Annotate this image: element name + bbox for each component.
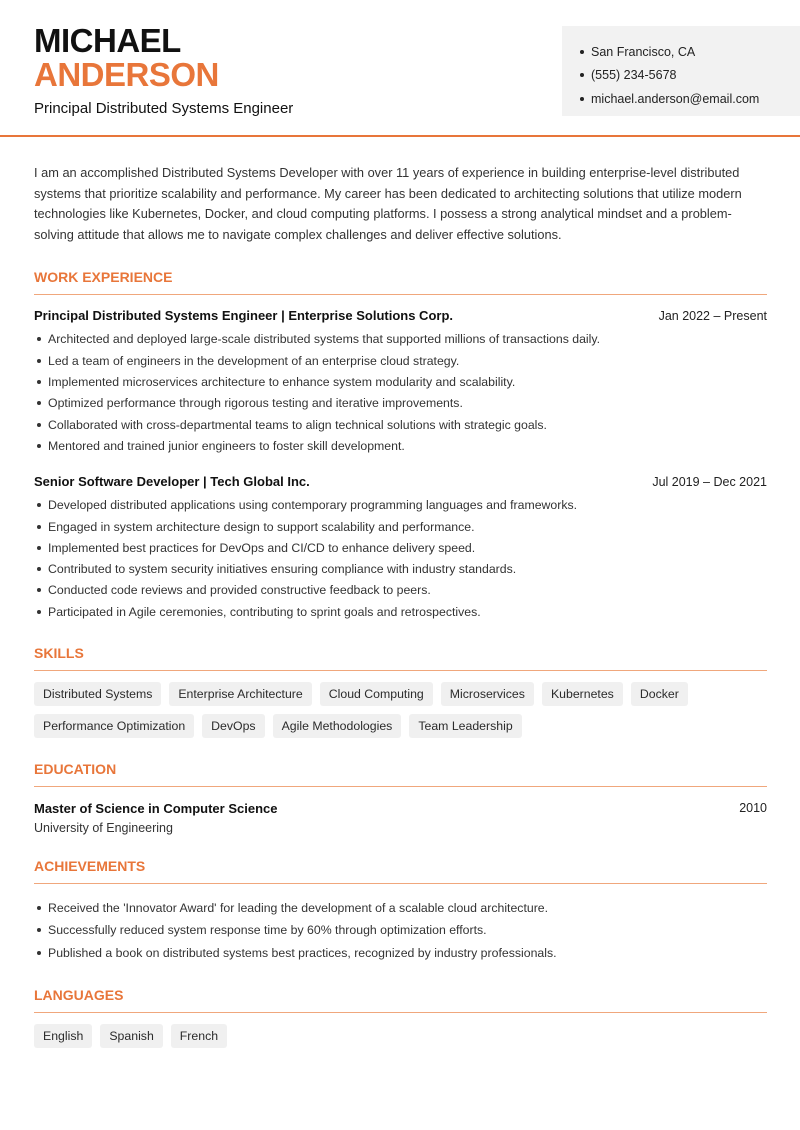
resume-header	[0, 0, 800, 137]
bullet-icon	[37, 525, 41, 529]
bullet-icon	[37, 951, 41, 955]
section-title-languages: LANGUAGES	[34, 987, 767, 1013]
job-role: Principal Distributed Systems Engineer | Enterprise Solutions Corp.	[34, 307, 454, 323]
list-item	[34, 414, 767, 435]
language-chip: English	[34, 1024, 92, 1048]
list-item	[34, 580, 767, 601]
list-item	[34, 919, 767, 942]
bullet-icon	[580, 50, 584, 54]
skill-chip: Docker	[631, 682, 688, 706]
bullet-icon	[37, 588, 41, 592]
list-item	[34, 941, 767, 964]
job-title: Principal Distributed Systems Engineer	[34, 100, 294, 117]
list-item	[34, 896, 767, 919]
bullet-icon	[580, 97, 584, 101]
bullet-icon	[37, 503, 41, 507]
list-item	[34, 435, 767, 456]
education-school: University of Engineering	[34, 821, 173, 836]
list-item	[34, 371, 767, 392]
languages-list	[34, 1024, 767, 1048]
achievement-text: Published a book on distributed systems best practices, recognized by industry professionals.	[48, 945, 557, 960]
bullet-text: Engaged in system architecture design to support scalability and performance.	[48, 519, 475, 534]
bullet-icon	[37, 401, 41, 405]
skill-chip: Performance Optimization	[34, 714, 194, 738]
achievements-list	[34, 896, 767, 964]
bullet-text: Collaborated with cross-departmental teams to align technical solutions with strategic goals.	[48, 417, 547, 432]
list-item	[34, 516, 767, 537]
bullet-text: Led a team of engineers in the development of an enterprise cloud strategy.	[48, 353, 460, 368]
job-entry	[34, 474, 767, 623]
skill-chip: Agile Methodologies	[273, 714, 402, 738]
bullet-icon	[37, 610, 41, 614]
resume-body	[34, 163, 767, 1048]
job-header	[34, 474, 767, 489]
bullet-icon	[37, 423, 41, 427]
language-chip: French	[171, 1024, 227, 1048]
contact-phone-text: (555) 234-5678	[591, 68, 677, 83]
skill-chip: DevOps	[202, 714, 264, 738]
bullet-icon	[37, 928, 41, 932]
skill-chip: Team Leadership	[409, 714, 521, 738]
skill-chip: Cloud Computing	[320, 682, 433, 706]
bullet-icon	[37, 906, 41, 910]
contact-phone	[580, 64, 800, 88]
list-item	[34, 558, 767, 579]
job-bullets	[34, 495, 767, 623]
bullet-text: Contributed to system security initiatives ensuring compliance with industry standards.	[48, 562, 517, 577]
bullet-text: Implemented best practices for DevOps and CI/CD to enhance delivery speed.	[48, 540, 476, 555]
bullet-icon	[580, 73, 584, 77]
list-item	[34, 329, 767, 350]
job-bullets	[34, 329, 767, 457]
section-title-education: EDUCATION	[34, 761, 767, 787]
bullet-icon	[37, 337, 41, 341]
bullet-icon	[37, 444, 41, 448]
language-chip: Spanish	[100, 1024, 162, 1048]
job-dates: Jul 2019 – Dec 2021	[652, 474, 767, 489]
bullet-text: Developed distributed applications using contemporary programming languages and frameworks.	[48, 498, 578, 513]
education-degree: Master of Science in Computer Science	[34, 801, 278, 817]
first-name: MICHAEL	[34, 22, 181, 59]
section-title-achievements: ACHIEVEMENTS	[34, 858, 767, 884]
bullet-icon	[37, 567, 41, 571]
list-item	[34, 495, 767, 516]
summary-paragraph: I am an accomplished Distributed Systems Developer with over 11 years of experience in building enterprise-level distributed systems that prioritize scalability and performance. My career has been dedicated to architecting solutions that utilize modern technologies like Kubernetes, Docker, and cloud computing platforms. I possess a strong analytical mindset and a problem-solving attitude that allows me to navigate complex challenges and deliver effective solutions.	[34, 165, 742, 243]
contact-location-text: San Francisco, CA	[591, 44, 696, 59]
skill-chip: Distributed Systems	[34, 682, 161, 706]
bullet-icon	[37, 380, 41, 384]
bullet-text: Mentored and trained junior engineers to foster skill development.	[48, 438, 405, 453]
bullet-icon	[37, 359, 41, 363]
job-role: Senior Software Developer | Tech Global Inc.	[34, 473, 310, 489]
last-name: ANDERSON	[34, 56, 219, 93]
bullet-icon	[37, 546, 41, 550]
section-title-work: WORK EXPERIENCE	[34, 269, 767, 295]
job-header	[34, 308, 767, 323]
list-item	[34, 393, 767, 414]
bullet-text: Conducted code reviews and provided constructive feedback to peers.	[48, 583, 431, 598]
list-item	[34, 537, 767, 558]
achievement-text: Successfully reduced system response time by 60% through optimization efforts.	[48, 923, 487, 938]
bullet-text: Architected and deployed large-scale distributed systems that supported millions of transactions daily.	[48, 332, 601, 347]
achievement-text: Received the 'Innovator Award' for leading the development of a scalable cloud architecture.	[48, 900, 549, 915]
section-title-skills: SKILLS	[34, 645, 767, 671]
bullet-text: Participated in Agile ceremonies, contributing to sprint goals and retrospectives.	[48, 604, 481, 619]
contact-box	[562, 26, 800, 116]
list-item	[34, 350, 767, 371]
skill-chip: Enterprise Architecture	[169, 682, 311, 706]
education-year: 2010	[739, 801, 767, 816]
skill-chip: Kubernetes	[542, 682, 623, 706]
job-entry	[34, 308, 767, 457]
skills-list	[34, 682, 767, 738]
skill-chip: Microservices	[441, 682, 534, 706]
bullet-text: Implemented microservices architecture to enhance system modularity and scalability.	[48, 375, 516, 390]
bullet-text: Optimized performance through rigorous testing and iterative improvements.	[48, 396, 463, 411]
education-entry	[34, 801, 767, 835]
list-item	[34, 601, 767, 622]
contact-email[interactable]	[580, 87, 800, 111]
contact-location	[580, 40, 800, 64]
job-dates: Jan 2022 – Present	[658, 308, 767, 323]
education-header	[34, 801, 767, 816]
contact-email-text[interactable]: michael.anderson@email.com	[591, 91, 760, 106]
